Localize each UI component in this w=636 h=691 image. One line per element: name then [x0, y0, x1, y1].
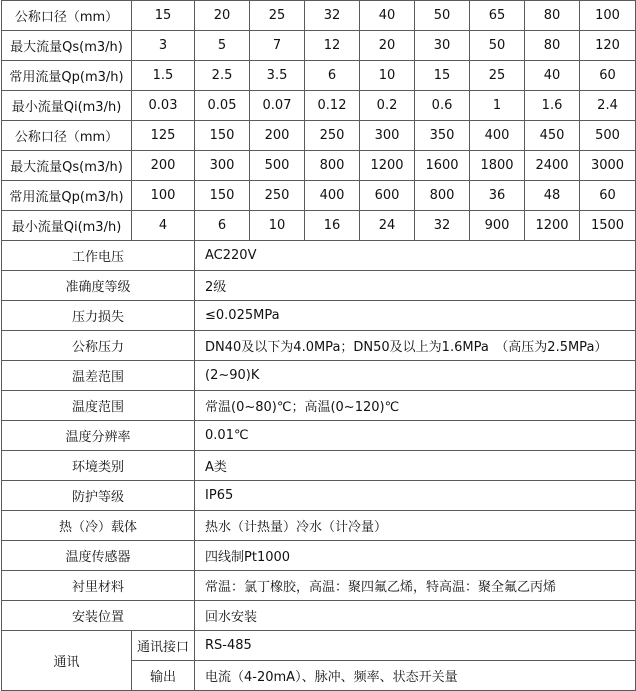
flow-cell: 60	[580, 181, 636, 211]
flow-cell: 300	[195, 151, 250, 181]
spec-row	[2, 451, 636, 481]
spec-label: 准确度等级	[2, 271, 195, 301]
flow-cell: 100	[580, 1, 636, 31]
flow-cell: 0.2	[360, 91, 415, 121]
spec-label: 温度范围	[2, 391, 195, 421]
spec-value: A类	[195, 451, 636, 481]
flow-row	[2, 61, 636, 91]
flow-row	[2, 181, 636, 211]
flow-row-label: 最小流量Qi(m3/h)	[2, 211, 132, 241]
flow-cell: 32	[305, 1, 360, 31]
flow-cell: 450	[525, 121, 580, 151]
spec-row	[2, 391, 636, 421]
flow-cell: 40	[360, 1, 415, 31]
spec-value: DN40及以下为4.0MPa；DN50及以上为1.6MPa （高压为2.5MPa）	[195, 331, 636, 361]
flow-cell: 0.6	[415, 91, 470, 121]
comm-output-label: 输出	[132, 661, 195, 691]
flow-cell: 5	[195, 31, 250, 61]
flow-cell: 50	[470, 31, 525, 61]
flow-cell: 200	[250, 121, 305, 151]
flow-cell: 250	[305, 121, 360, 151]
flow-cell: 20	[360, 31, 415, 61]
flow-cell: 0.12	[305, 91, 360, 121]
flow-cell: 150	[195, 121, 250, 151]
flow-cell: 1500	[580, 211, 636, 241]
flow-cell: 6	[195, 211, 250, 241]
flow-cell: 3.5	[250, 61, 305, 91]
flow-cell: 65	[470, 1, 525, 31]
flow-cell: 400	[470, 121, 525, 151]
comm-group-label: 通讯	[2, 631, 132, 691]
flow-row-label: 常用流量Qp(m3/h)	[2, 61, 132, 91]
flow-cell: 200	[132, 151, 195, 181]
flow-cell: 48	[525, 181, 580, 211]
flow-cell: 3	[132, 31, 195, 61]
comm-output-value: 电流（4-20mA）、脉冲、频率、状态开关量	[195, 661, 636, 691]
flow-cell: 40	[525, 61, 580, 91]
flow-cell: 16	[305, 211, 360, 241]
flow-cell: 150	[195, 181, 250, 211]
flow-cell: 350	[415, 121, 470, 151]
flow-cell: 800	[305, 151, 360, 181]
flow-cell: 1	[470, 91, 525, 121]
spec-row	[2, 511, 636, 541]
flow-row	[2, 151, 636, 181]
flow-cell: 1600	[415, 151, 470, 181]
flow-cell: 125	[132, 121, 195, 151]
flow-cell: 900	[470, 211, 525, 241]
flow-row	[2, 91, 636, 121]
flow-cell: 7	[250, 31, 305, 61]
spec-row	[2, 421, 636, 451]
spec-value: 四线制Pt1000	[195, 541, 636, 571]
spec-value: 回水安装	[195, 601, 636, 631]
spec-label: 安装位置	[2, 601, 195, 631]
flow-row	[2, 121, 636, 151]
flow-row	[2, 211, 636, 241]
flow-row-label: 公称口径（mm）	[2, 1, 132, 31]
spec-label: 工作电压	[2, 241, 195, 271]
comm-interface-label: 通讯接口	[132, 631, 195, 661]
flow-row-label: 最大流量Qs(m3/h)	[2, 151, 132, 181]
flow-cell: 15	[132, 1, 195, 31]
spec-row	[2, 361, 636, 391]
spec-label: 压力损失	[2, 301, 195, 331]
flow-cell: 2.4	[580, 91, 636, 121]
flow-cell: 2.5	[195, 61, 250, 91]
spec-label: 温差范围	[2, 361, 195, 391]
spec-label: 环境类别	[2, 451, 195, 481]
flow-cell: 0.05	[195, 91, 250, 121]
spec-row	[2, 271, 636, 301]
comm-interface-value: RS-485	[195, 631, 636, 661]
spec-value: 热水（计热量）冷水（计冷量）	[195, 511, 636, 541]
spec-row	[2, 571, 636, 601]
spec-value: 常温(0~80)℃；高温(0~120)℃	[195, 391, 636, 421]
flow-cell: 300	[360, 121, 415, 151]
flow-cell: 50	[415, 1, 470, 31]
flow-row-label: 常用流量Qp(m3/h)	[2, 181, 132, 211]
spec-label: 热（冷）载体	[2, 511, 195, 541]
flow-row	[2, 1, 636, 31]
flow-cell: 600	[360, 181, 415, 211]
spec-label: 防护等级	[2, 481, 195, 511]
flow-cell: 120	[580, 31, 636, 61]
flow-cell: 10	[360, 61, 415, 91]
flow-cell: 25	[470, 61, 525, 91]
flow-cell: 4	[132, 211, 195, 241]
flow-cell: 1.6	[525, 91, 580, 121]
flow-cell: 32	[415, 211, 470, 241]
spec-label: 温度分辨率	[2, 421, 195, 451]
flow-cell: 80	[525, 1, 580, 31]
spec-row	[2, 541, 636, 571]
flow-row	[2, 31, 636, 61]
flow-cell: 30	[415, 31, 470, 61]
spec-value: 常温：氯丁橡胶，高温：聚四氟乙烯，特高温：聚全氟乙丙烯	[195, 571, 636, 601]
flow-cell: 0.03	[132, 91, 195, 121]
spec-value: IP65	[195, 481, 636, 511]
flow-cell: 12	[305, 31, 360, 61]
flow-cell: 100	[132, 181, 195, 211]
spec-row	[2, 481, 636, 511]
flow-row-label: 最大流量Qs(m3/h)	[2, 31, 132, 61]
spec-table	[1, 0, 636, 691]
flow-cell: 0.07	[250, 91, 305, 121]
flow-cell: 500	[580, 121, 636, 151]
spec-value: 2级	[195, 271, 636, 301]
spec-row	[2, 241, 636, 271]
flow-cell: 500	[250, 151, 305, 181]
flow-cell: 36	[470, 181, 525, 211]
spec-value: ≤0.025MPa	[195, 301, 636, 331]
flow-cell: 800	[415, 181, 470, 211]
comm-row	[2, 631, 636, 661]
spec-label: 公称压力	[2, 331, 195, 361]
flow-cell: 250	[250, 181, 305, 211]
flow-cell: 2400	[525, 151, 580, 181]
spec-label: 衬里材料	[2, 571, 195, 601]
flow-cell: 24	[360, 211, 415, 241]
flow-cell: 1800	[470, 151, 525, 181]
spec-row	[2, 601, 636, 631]
flow-cell: 1200	[360, 151, 415, 181]
flow-cell: 400	[305, 181, 360, 211]
flow-cell: 10	[250, 211, 305, 241]
spec-value: (2~90)K	[195, 361, 636, 391]
spec-row	[2, 331, 636, 361]
flow-cell: 3000	[580, 151, 636, 181]
spec-value: AC220V	[195, 241, 636, 271]
spec-value: 0.01℃	[195, 421, 636, 451]
flow-cell: 80	[525, 31, 580, 61]
flow-cell: 1.5	[132, 61, 195, 91]
flow-cell: 60	[580, 61, 636, 91]
flow-row-label: 最小流量Qi(m3/h)	[2, 91, 132, 121]
flow-row-label: 公称口径（mm）	[2, 121, 132, 151]
flow-cell: 1200	[525, 211, 580, 241]
flow-cell: 15	[415, 61, 470, 91]
spec-label: 温度传感器	[2, 541, 195, 571]
spec-row	[2, 301, 636, 331]
flow-cell: 6	[305, 61, 360, 91]
flow-cell: 25	[250, 1, 305, 31]
flow-cell: 20	[195, 1, 250, 31]
